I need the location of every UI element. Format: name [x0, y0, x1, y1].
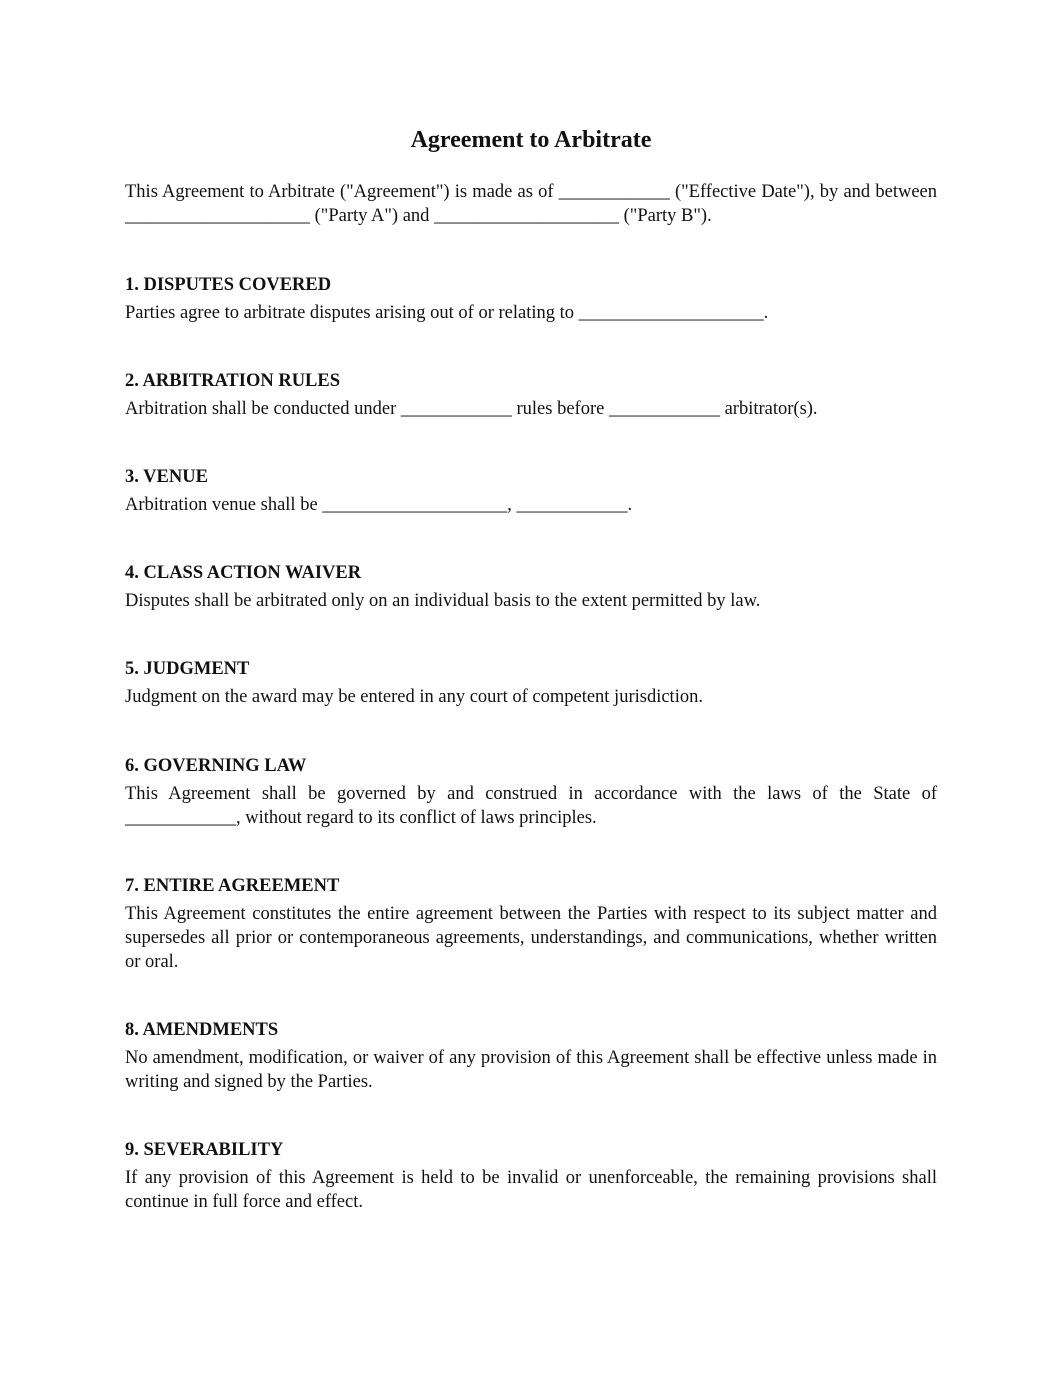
section-venue	[125, 465, 937, 517]
section-heading: 4. CLASS ACTION WAIVER	[125, 563, 362, 583]
section-heading: 3. VENUE	[125, 467, 208, 487]
section-body: Arbitration venue shall be ____________________, ____________.	[125, 495, 633, 515]
section-heading: 5. JUDGMENT	[125, 659, 250, 679]
document-title: Agreement to Arbitrate	[410, 127, 652, 153]
section-heading: 6. GOVERNING LAW	[125, 756, 307, 776]
section-body: Arbitration shall be conducted under ____________ rules before ____________ arbitrator(s).	[125, 399, 818, 419]
section-disputes-covered	[125, 273, 937, 325]
section-severability	[125, 1138, 937, 1214]
intro-paragraph: This Agreement to Arbitrate ("Agreement") is made as of ____________ ("Effective Date"), by and between ____________________ ("Party A") and ____________________ ("Party B").	[125, 182, 937, 226]
section-body: No amendment, modification, or waiver of any provision of this Agreement shall be effective unless made in writing and signed by the Parties.	[125, 1048, 937, 1092]
section-body: This Agreement constitutes the entire agreement between the Parties with respect to its subject matter and supersedes all prior or contemporaneous agreements, understandings, and communications, whether written or oral.	[125, 904, 937, 972]
section-governing-law	[125, 754, 937, 830]
section-heading: 8. AMENDMENTS	[125, 1020, 279, 1040]
intro-block	[125, 180, 937, 228]
section-body: This Agreement shall be governed by and construed in accordance with the laws of the State of ____________, without regard to its conflict of laws principles.	[125, 784, 937, 828]
section-heading: 7. ENTIRE AGREEMENT	[125, 876, 340, 896]
section-judgment	[125, 657, 937, 709]
section-body: Parties agree to arbitrate disputes arising out of or relating to ____________________.	[125, 303, 769, 323]
section-body: Judgment on the award may be entered in any court of competent jurisdiction.	[125, 687, 703, 707]
section-heading: 1. DISPUTES COVERED	[125, 275, 332, 295]
section-entire-agreement	[125, 874, 937, 974]
section-heading: 2. ARBITRATION RULES	[125, 371, 341, 391]
section-heading: 9. SEVERABILITY	[125, 1140, 284, 1160]
section-class-action-waiver	[125, 561, 937, 613]
section-arbitration-rules	[125, 369, 937, 421]
section-amendments	[125, 1018, 937, 1094]
section-body: If any provision of this Agreement is held to be invalid or unenforceable, the remaining provisions shall continue in full force and effect.	[125, 1168, 937, 1212]
section-body: Disputes shall be arbitrated only on an individual basis to the extent permitted by law.	[125, 591, 761, 611]
